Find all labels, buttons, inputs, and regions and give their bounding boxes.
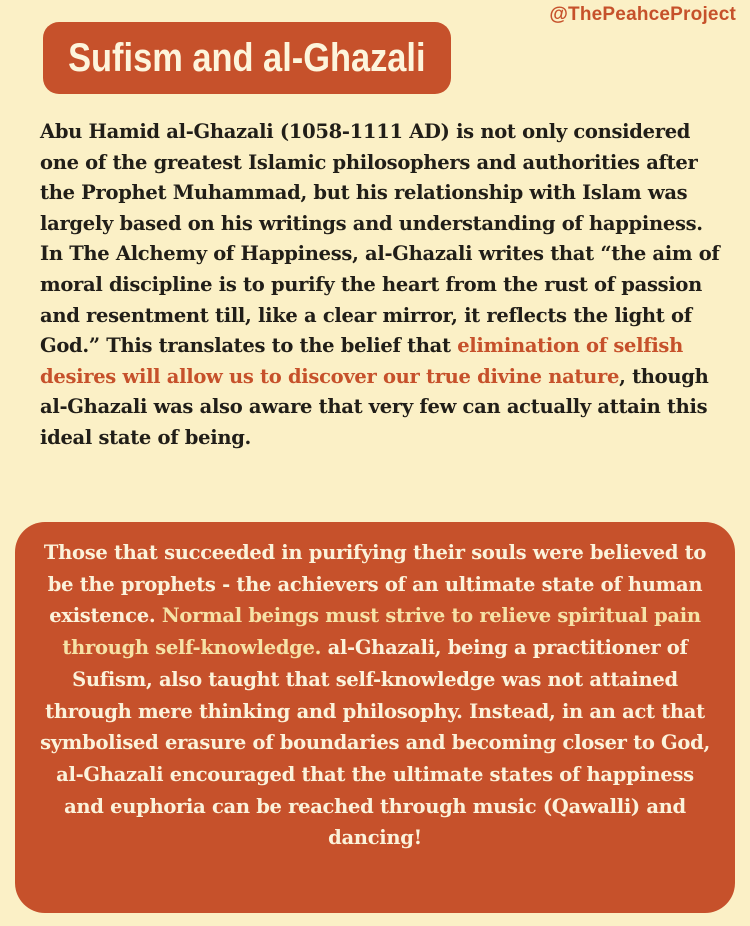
card-text-end: al-Ghazali, being a practitioner of Sufism, also taught that self-knowledge was not attained through mere thinking and philosophy. Instead, in an act that symbolised erasure of boundaries and becoming closer to God, al-Ghazali encouraged that the ultimate states of happiness and euphoria can be reached through music (Qawalli) and dancing!	[40, 636, 710, 850]
intro-paragraph	[40, 117, 730, 454]
sufism-card	[15, 522, 735, 913]
intro-highlight: elimination of selfish desires will allow us to discover our true divine nature	[40, 334, 683, 388]
card-paragraph	[39, 537, 711, 854]
intro-text-end: , though al-Ghazali was also aware that very few can actually attain this ideal state of being.	[40, 364, 709, 449]
account-handle: @ThePeahceProject	[549, 4, 736, 25]
intro-text-start: Abu Hamid al-Ghazali (1058-1111 AD) is not only considered one of the greatest Islamic philosophers and authorities after the Prophet Muhammad, but his relationship with Islam was largely based on his writings and understanding of happiness. In The Alchemy of Happiness, al-Ghazali writes that “the aim of moral discipline is to purify the heart from the rust of passion and resentment till, like a clear mirror, it reflects the light of God.” This translates to the belief that	[40, 120, 720, 358]
page-title: Sufism and al-Ghazali	[68, 35, 426, 80]
title-banner	[43, 22, 451, 94]
card-text-start: Those that succeeded in purifying their souls were believed to be the prophets - the achievers of an ultimate state of human existence.	[43, 541, 707, 628]
card-highlight: Normal beings must strive to relieve spiritual pain through self-knowledge.	[62, 604, 701, 660]
